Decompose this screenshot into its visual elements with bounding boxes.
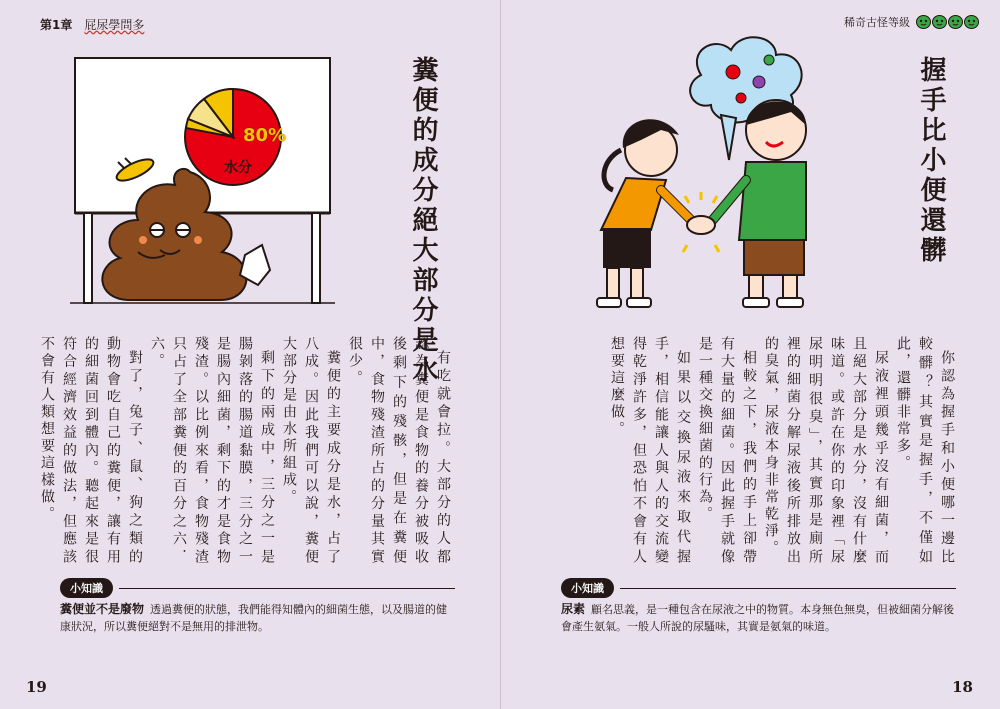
body-text-left	[39, 336, 454, 566]
paragraph: 糞便的主要成分是水，占了八成。因此我們可以說，糞便大部分是由水所組成。	[281, 336, 341, 566]
tip-term: 糞便並不是廢物	[60, 602, 145, 616]
tip-body: 顧名思義，是一種包含在尿液之中的物質。本身無色無臭，但被細菌分解後會產生氨氣。一般人所說的尿騷味，其實是氨氣的味道。	[561, 603, 955, 633]
tip-header-left	[60, 578, 455, 598]
right-page	[500, 0, 1000, 709]
handshake-illustration	[501, 0, 921, 330]
chapter-label: 第1章	[40, 18, 73, 32]
tip-label: 小知識	[60, 578, 113, 598]
divider	[620, 588, 956, 589]
tip-term: 尿素	[561, 602, 586, 616]
chapter-title: 屁尿學問多	[84, 18, 145, 32]
paragraph: 相較之下，我們的手上卻帶有大量的細菌。因此握手就像是一種交換細菌的行為。	[697, 336, 757, 566]
page-number-right: 18	[952, 678, 973, 696]
page-number-left: 19	[26, 678, 47, 696]
tip-header-right	[561, 578, 956, 598]
face-icon	[964, 15, 979, 29]
handshake	[683, 192, 719, 252]
paragraph: 你認為握手和小便哪一邊比較髒？其實是握手，不僅如此，還髒非常多。	[895, 336, 955, 566]
paragraph: 有吃就會拉。大部分的人都認為糞便是食物的養分被吸收後剩下的殘骸，但是在糞便中，食物殘渣所占的分量其實很少。	[347, 336, 451, 566]
tip-text-right	[561, 601, 956, 635]
face-icon	[932, 15, 947, 29]
paragraph: 如果以交換尿液來取代握手，相信能讓人與人的交流變得乾淨許多，但恐怕不會有人想要這麼做。	[609, 336, 691, 566]
level-rating	[916, 15, 979, 29]
paragraph: 剩下的兩成中，三分之一是腸剝落的腸道黏膜，三分之一是腸內細菌，剩下的才是食物殘渣。以比例來看，食物殘渣只占了全部糞便的百分之六．六。	[149, 336, 275, 566]
body-text-right	[583, 336, 958, 566]
page-title-right: 握手比小便還髒	[916, 56, 946, 266]
woman-figure	[597, 119, 691, 307]
pie-percent-label: 80%	[243, 125, 287, 146]
paragraph: 對了，兔子、鼠、狗之類的動物會吃自己的糞便，讓有用的細菌回到體內。聽起來是很符合經濟效益的做法，但應該不會有人類想要這樣做。	[39, 336, 143, 566]
divider	[119, 588, 455, 589]
pie-water-label: 水分	[224, 160, 252, 176]
level-label: 稀奇古怪等級	[844, 16, 910, 29]
tip-text-left	[60, 601, 455, 635]
paragraph: 尿液裡頭幾乎沒有細菌，而且絕大部分是水分，沒有什麼味道。或許在你的印象裡「尿尿明明很臭」，其實那是廁所裡的細菌分解尿液後所排放出的臭氣，尿液本身非常乾淨。	[763, 336, 889, 566]
page-title-left: 糞便的成分絕大部分是水	[408, 56, 438, 386]
face-icon	[948, 15, 963, 29]
tip-body: 透過糞便的狀態，我們能得知體內的細菌生態，以及腸道的健康狀況，所以糞便絕對不是無用的排泄物。	[60, 603, 448, 633]
tip-label: 小知識	[561, 578, 614, 598]
